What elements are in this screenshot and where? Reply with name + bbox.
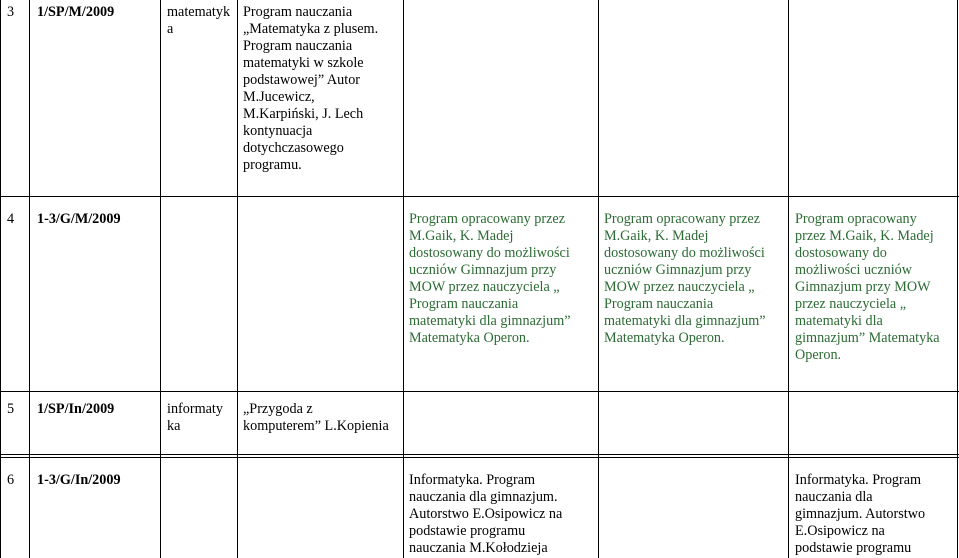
table-row-divider <box>0 457 959 458</box>
table-border-left <box>0 0 1 558</box>
program-description: Program opracowany przez M.Gaik, K. Madej dostosowany do możliwości uczniów Gimnazjum przy MOW przez nauczyciela „ Program nauczania matematyki dla gimnazjum” Matematyka Operon. <box>604 211 766 346</box>
table-column-divider <box>160 0 161 558</box>
program-description: Program opracowany przez M.Gaik, K. Madej dostosowany do możliwości uczniów Gimnazjum przy MOW przez nauczyciela „ Program nauczania matematyki dla gimnazjum” Matematyka Operon. <box>409 211 571 346</box>
program-code: 1/SP/In/2009 <box>37 401 115 417</box>
table-column-divider <box>237 0 238 558</box>
row-number: 4 <box>7 211 15 227</box>
row-number: 6 <box>7 472 15 488</box>
table-column-divider <box>788 0 789 558</box>
program-code: 1-3/G/In/2009 <box>37 472 121 488</box>
program-description: Program nauczania „Matematyka z plusem. Program nauczania matematyki w szkole podstawowej” Autor M.Jucewicz, M.Karpiński, J. Lech kontynuacja dotychczasowego programu. <box>243 4 379 173</box>
row-number: 5 <box>7 401 15 417</box>
program-description: Program opracowany przez M.Gaik, K. Madej dostosowany do możliwości uczniów Gimnazjum przy MOW przez nauczyciela „ matematyki dla gimnazjum” Matematyka Operon. <box>795 211 940 363</box>
program-code: 1/SP/M/2009 <box>37 4 115 20</box>
subject-name: matematyk a <box>167 4 231 37</box>
program-description: Informatyka. Program nauczania dla gimnazjum. Autorstwo E.Osipowicz na podstawie programu <box>795 472 926 556</box>
table-row-divider <box>0 454 959 455</box>
program-code: 1-3/G/M/2009 <box>37 211 121 227</box>
subject-name: informaty ka <box>167 401 223 434</box>
program-description: Informatyka. Program nauczania dla gimnazjum. Autorstwo E.Osipowicz na podstawie programu nauczania M.Kołodzieja <box>409 472 563 556</box>
table-column-divider <box>598 0 599 558</box>
table-column-divider <box>29 0 30 558</box>
program-description: „Przygoda z komputerem” L.Kopienia <box>243 401 389 434</box>
table-border-right <box>957 0 958 558</box>
table-row-divider <box>0 391 959 392</box>
row-number: 3 <box>7 4 15 20</box>
table-row-divider <box>0 196 959 197</box>
table-column-divider <box>403 0 404 558</box>
